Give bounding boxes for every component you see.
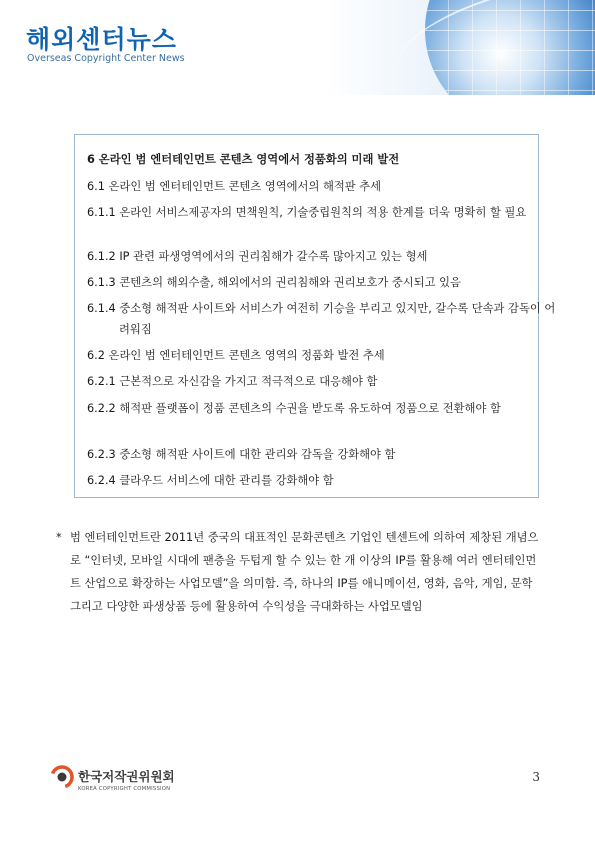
org-name: 한국저작권위원회 xyxy=(78,769,175,784)
footer-logo xyxy=(50,765,230,797)
org-name-en: KOREA COPYRIGHT COMMISSION xyxy=(78,786,171,792)
toc-item: 6.1.2 IP 관련 파생영역에서의 권리침해가 갈수록 많아지고 있는 형세 xyxy=(87,250,428,263)
toc-item: 6.2 온라인 범 엔터테인먼트 콘텐츠 영역의 정품화 발전 추세 xyxy=(87,349,385,362)
toc-item: 6.2.2 해적판 플랫폼이 정품 콘텐츠의 수권을 받도록 유도하여 정품으로 전환해야 함 xyxy=(87,402,501,415)
toc-item: 6.2.3 중소형 해적판 사이트에 대한 관리와 감독을 강화해야 함 xyxy=(87,448,396,461)
toc-item: 6.2.4 클라우드 서비스에 대한 관리를 강화해야 함 xyxy=(87,474,334,487)
table-of-contents-box xyxy=(74,134,556,498)
footnote xyxy=(56,526,540,618)
toc-item: 6.1.1 온라인 서비스제공자의 면책원칙, 기술중립원칙의 적용 한계를 더욱 명확히 할 필요 xyxy=(87,206,527,219)
toc-item: 6.2.1 근본적으로 자신감을 가지고 적극적으로 대응해야 함 xyxy=(87,375,378,388)
header-subtitle: Overseas Copyright Center News xyxy=(27,53,185,64)
toc-heading: 6 온라인 범 엔터테인먼트 콘텐츠 영역에서 정품화의 미래 발전 xyxy=(87,153,400,166)
footnote-marker: * xyxy=(56,531,62,544)
copyright-commission-logo-icon xyxy=(50,765,74,789)
toc-item: 6.1.3 콘텐츠의 해외수출, 해외에서의 권리침해와 권리보호가 중시되고 있음 xyxy=(87,276,461,289)
footnote-text: 범 엔터테인먼트란 2011년 중국의 대표적인 문화콘텐츠 기업인 텐센트에 의하여 제창된 개념으로 “인터넷, 모바일 시대에 팬층을 두텁게 할 수 있는 한 개 이상의 IP를 활용해 여러 엔터테인먼트 산업으로 확장하는 사업모델”을 의미함. 즉, 하나의 IP를 애니메이션, 영화, 음악, 게임, 문학 그리고 다양한 파생상품 등에 활용하여 수익성을 극대화하는 사업모델임 xyxy=(70,531,539,613)
page-header xyxy=(0,0,595,95)
toc-item: 6.1 온라인 범 엔터테인먼트 콘텐츠 영역에서의 해적판 추세 xyxy=(87,180,382,193)
globe-graphic xyxy=(425,0,595,95)
page-number: 3 xyxy=(532,770,540,784)
header-title: 해외센터뉴스 xyxy=(26,25,177,54)
toc-item: 6.1.4 중소형 해적판 사이트와 서비스가 여전히 기승을 부리고 있지만, 갈수록 단속과 감독이 어려워짐 xyxy=(87,302,556,336)
